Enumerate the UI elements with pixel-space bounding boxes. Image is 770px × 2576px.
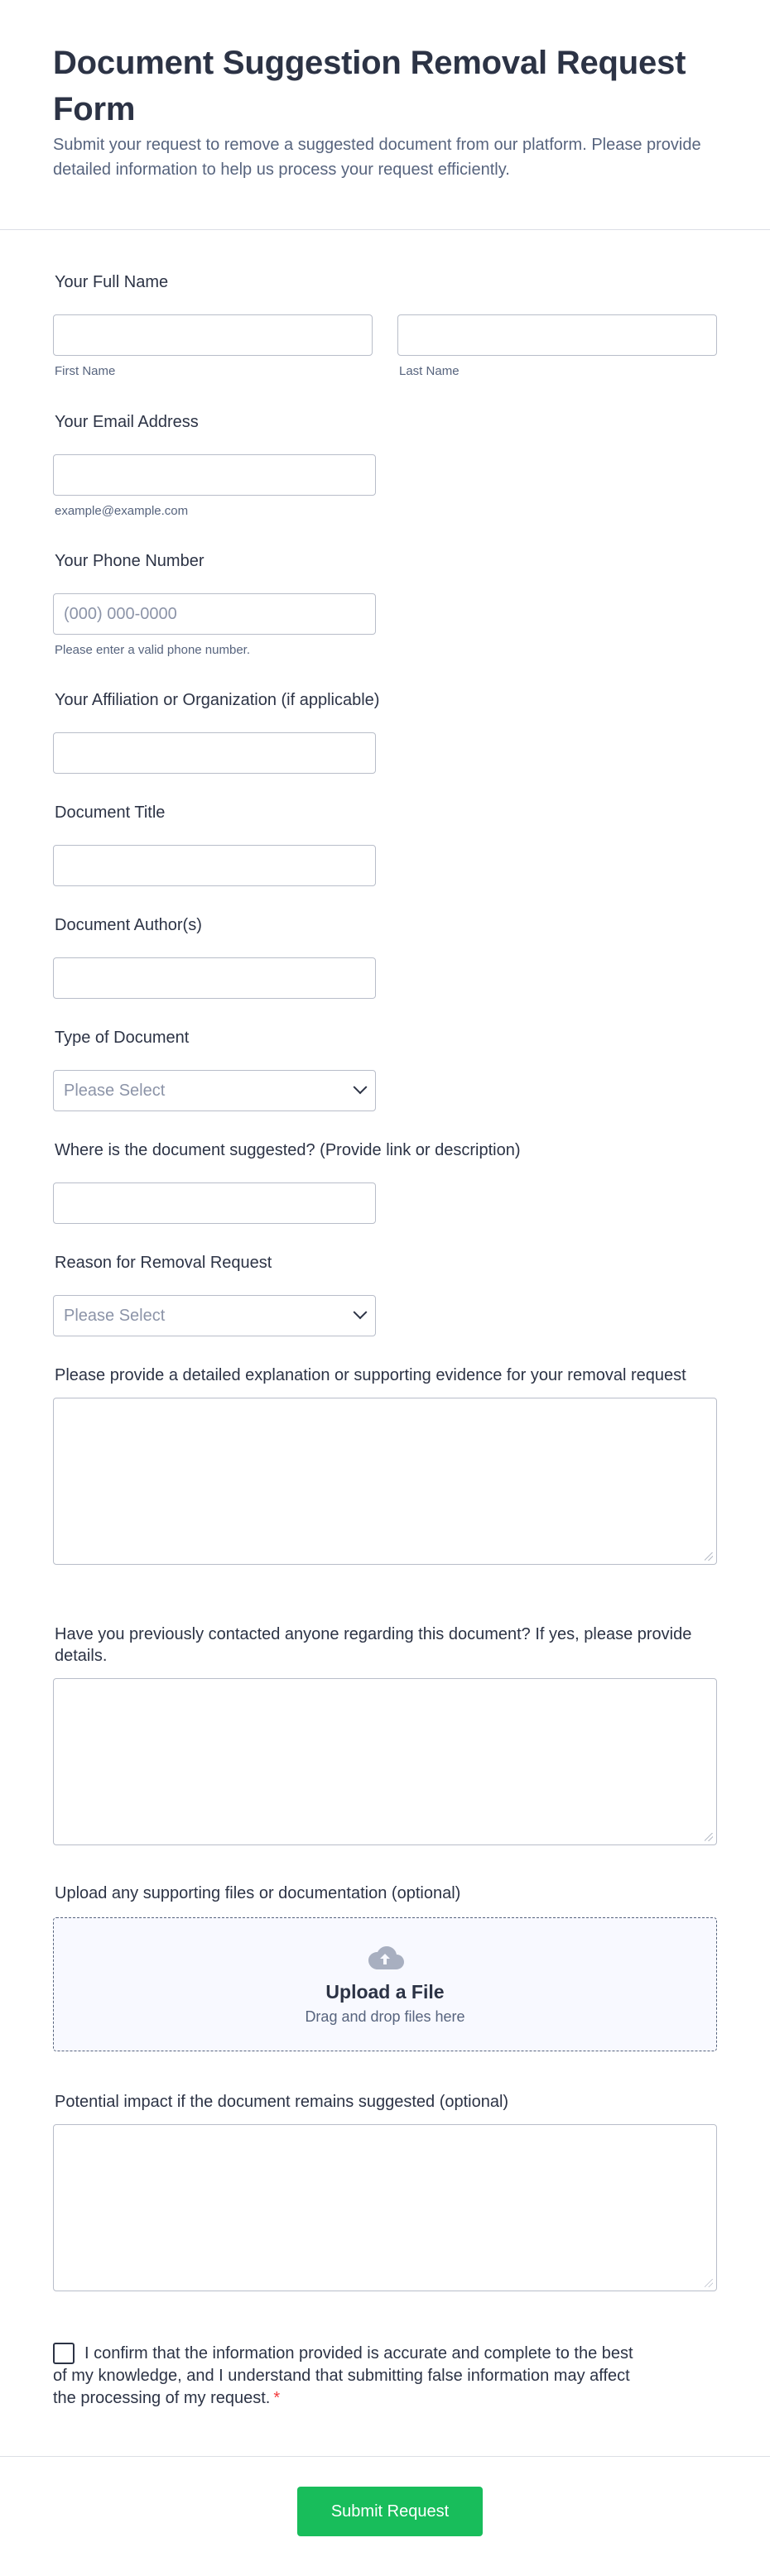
email-sublabel: example@example.com bbox=[55, 504, 189, 518]
upload-field bbox=[53, 1883, 717, 2051]
email-label: Your Email Address bbox=[55, 413, 199, 431]
last-name-sublabel: Last Name bbox=[399, 364, 460, 378]
impact-label: Potential impact if the document remains suggested (optional) bbox=[55, 2093, 509, 2111]
impact-field bbox=[53, 2091, 717, 2291]
phone-field bbox=[53, 550, 717, 657]
document-title-input[interactable] bbox=[53, 845, 376, 886]
chevron-down-icon bbox=[354, 1080, 368, 1094]
document-type-selected: Please Select bbox=[64, 1081, 166, 1100]
form-header bbox=[0, 0, 770, 230]
first-name-input[interactable] bbox=[53, 314, 373, 356]
resize-grip-icon[interactable] bbox=[705, 1833, 713, 1841]
affiliation-label: Your Affiliation or Organization (if applicable) bbox=[55, 691, 380, 709]
email-input[interactable] bbox=[53, 454, 376, 496]
phone-sublabel: Please enter a valid phone number. bbox=[55, 643, 250, 657]
document-type-select[interactable] bbox=[53, 1070, 376, 1111]
removal-reason-field bbox=[53, 1252, 717, 1336]
explanation-label: Please provide a detailed explanation or supporting evidence for your removal request bbox=[55, 1366, 686, 1384]
confirm-text: I confirm that the information provided is accurate and complete to the best of my knowledge, and I understand that submitting false information may affect the processing of my request. bbox=[53, 2344, 633, 2407]
removal-reason-select[interactable] bbox=[53, 1295, 376, 1336]
required-mark: * bbox=[273, 2389, 281, 2407]
removal-reason-label: Reason for Removal Request bbox=[55, 1254, 272, 1272]
document-type-field bbox=[53, 1027, 717, 1111]
email-field bbox=[53, 411, 717, 518]
page-title: Document Suggestion Removal Request Form bbox=[53, 45, 686, 127]
impact-textarea[interactable] bbox=[53, 2124, 717, 2291]
phone-input[interactable] bbox=[53, 593, 376, 635]
submit-button[interactable]: Submit Request bbox=[297, 2487, 483, 2536]
upload-title: Upload a File bbox=[325, 1981, 445, 2003]
suggested-location-label: Where is the document suggested? (Provide link or description) bbox=[55, 1141, 521, 1159]
last-name-input[interactable] bbox=[397, 314, 717, 356]
first-name-sublabel: First Name bbox=[55, 364, 116, 378]
confirm-field bbox=[53, 2343, 717, 2410]
affiliation-input[interactable] bbox=[53, 732, 376, 774]
removal-reason-selected: Please Select bbox=[64, 1306, 166, 1325]
chevron-down-icon bbox=[354, 1305, 368, 1319]
suggested-location-input[interactable] bbox=[53, 1182, 376, 1224]
file-dropzone[interactable] bbox=[53, 1917, 717, 2051]
upload-label: Upload any supporting files or documentation (optional) bbox=[55, 1884, 461, 1902]
full-name-field bbox=[53, 271, 717, 378]
page-description: Submit your request to remove a suggested document from our platform. Please provide detailed information to help us process your request efficiently. bbox=[53, 136, 701, 179]
document-type-label: Type of Document bbox=[55, 1029, 190, 1047]
document-title-label: Document Title bbox=[55, 804, 166, 822]
document-authors-input[interactable] bbox=[53, 957, 376, 999]
phone-label: Your Phone Number bbox=[55, 552, 205, 570]
resize-grip-icon[interactable] bbox=[705, 2279, 713, 2287]
previous-contact-field bbox=[53, 1624, 717, 1845]
cloud-upload-icon bbox=[365, 1943, 405, 1971]
confirm-label[interactable] bbox=[53, 2343, 649, 2410]
explanation-textarea[interactable] bbox=[53, 1398, 717, 1565]
phone-placeholder: (000) 000-0000 bbox=[64, 604, 177, 623]
document-title-field bbox=[53, 802, 717, 886]
resize-grip-icon[interactable] bbox=[705, 1552, 713, 1561]
full-name-label: Your Full Name bbox=[55, 273, 169, 291]
explanation-field bbox=[53, 1365, 717, 1565]
previous-contact-label: Have you previously contacted anyone regarding this document? If yes, please provide details. bbox=[55, 1625, 692, 1665]
upload-subtitle: Drag and drop files here bbox=[305, 2008, 465, 2025]
document-authors-label: Document Author(s) bbox=[55, 916, 202, 934]
document-authors-field bbox=[53, 914, 717, 999]
suggested-location-field bbox=[53, 1139, 717, 1224]
previous-contact-textarea[interactable] bbox=[53, 1678, 717, 1845]
form-footer bbox=[0, 2456, 770, 2576]
affiliation-field bbox=[53, 689, 717, 774]
